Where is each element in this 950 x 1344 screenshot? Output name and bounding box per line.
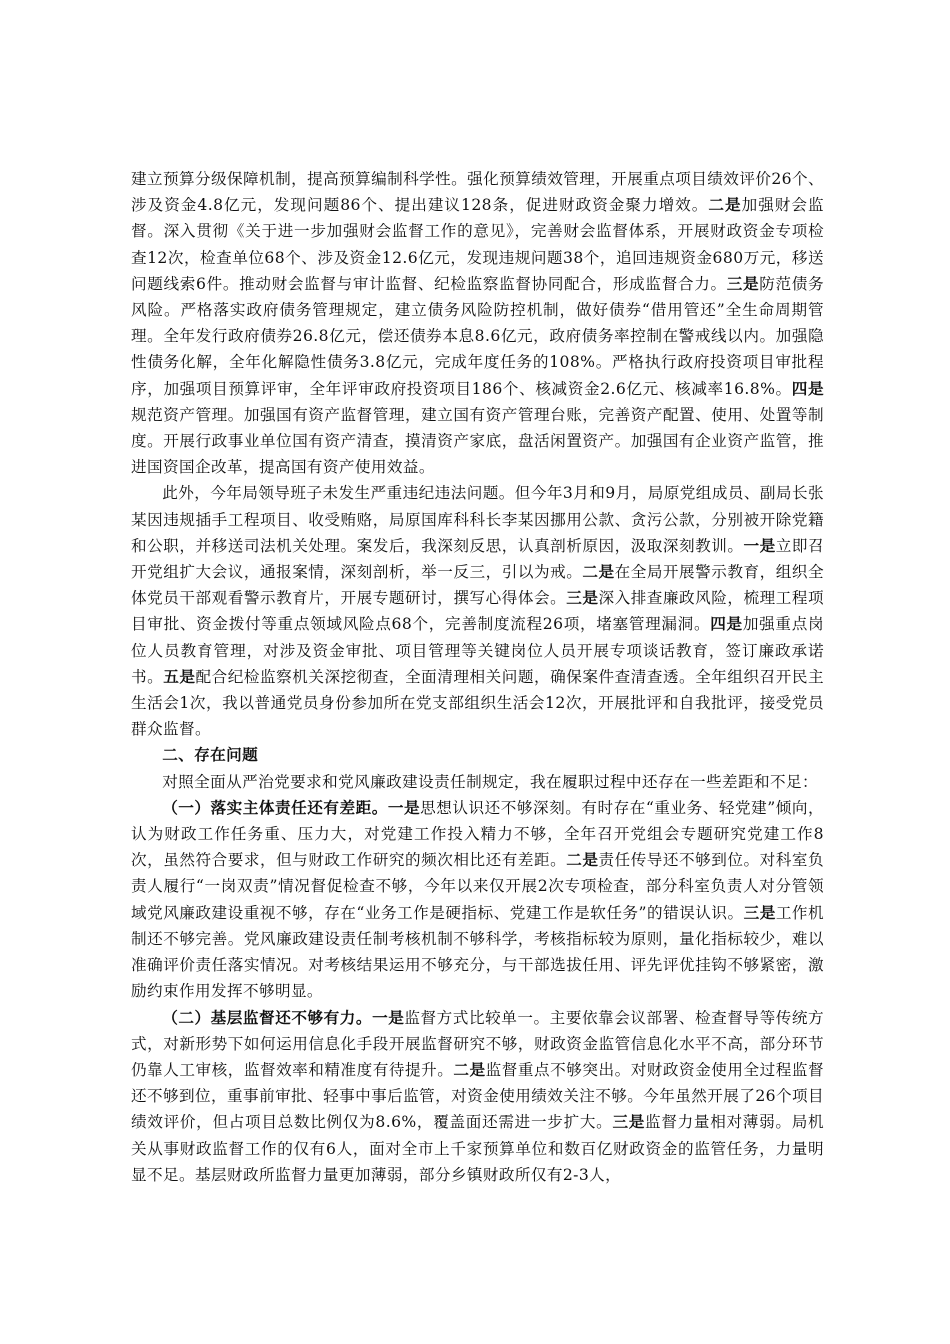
bold-run: 二是 [582, 562, 615, 582]
text-run: 深入排查廉政风险，梳理工程项目审批、资金拨付等重点领域风险点68个，完善制度流程26项，堵塞管理漏洞。 [131, 589, 824, 634]
text-run: 工作机制还不够完善。党风廉政建设责任制考核机制不够科学，考核指标较为原则，量化指标较少，难以准确评价责任落实情况。对考核结果运用不够充分，与干部选拔任用、评先评优挂钩不够紧密，激励约束作用发挥不够明显。 [131, 903, 825, 1001]
text-run: 配合纪检监察机关深挖彻查，全面清理相关问题，确保案件查清查透。全年组织召开民主生活会1次，我以普通党员身份参加所在党支部组织生活会12次，开展批评和自我批评，接受党员群众监督。 [131, 667, 824, 739]
text-run: 加强财会监督。深入贯彻《关于进一步加强财会监督工作的意见》，完善财会监督体系，开展财政资金专项检查12次，检查单位68个、涉及资金12.6亿元，发现违规问题38个，追回违规资金680万元，移送问题线索6件。推动财会监督与审计监督、纪检监察监督协同配合，形成监督合力。 [131, 196, 824, 293]
bold-run: 四是 [791, 378, 824, 398]
bold-run: 一是 [372, 1007, 405, 1027]
bold-run: 一是 [743, 535, 776, 555]
text-run: 监督力量相对薄弱。局机关从事财政监督工作的仅有6人，面对全市上千家预算单位和数百亿财政资金的监管任务，力量明显不足。基层财政所监督力量更加薄弱，部分乡镇财政所仅有2-3人， [131, 1113, 824, 1184]
bold-run: 一是 [387, 797, 421, 817]
text-run: 此外，今年局领导班子未发生严重违纪违法问题。但今年3月和9月，局原党组成员、副局长张某因违规插手工程项目、收受贿赂，局原国库科科长李某因挪用公款、贪污公款，分别被开除党籍和公职，并移送司法机关处理。案发后，我深刻反思，认真剖析原因，汲取深刻教训。 [131, 484, 824, 555]
text-run: 思想认识还不够深刻。有时存在“重业务、轻党建”倾向，认为财政工作任务重、压力大，对党建工作投入精力不够，全年召开党组会专题研究党建工作8次，虽然符合要求，但与财政工作研究的频次相比还有差距。 [131, 798, 824, 870]
text-run: 在全局开展警示教育，组织全体党员干部观看警示教育片，开展专题研讨，撰写心得体会。 [131, 563, 824, 608]
paragraph-discipline-cases [131, 480, 824, 742]
paragraph-main-responsibility-gap [131, 795, 824, 1005]
text-run: 责任传导还不够到位。对科室负责人履行“一岗双责”情况督促检查不够，今年以来仅开展2次专项检查，部分科室负责人对分管领域党风廉政建设重视不够，存在“业务工作是硬指标、党建工作是软任务”的错误认识。 [131, 851, 824, 922]
bold-run: 五是 [163, 666, 196, 686]
document-page [131, 166, 824, 1188]
text-run: 监督重点不够突出。对财政资金使用全过程监督还不够到位，重事前审批、轻事中事后监管，对资金使用绩效关注不够。今年虽然开展了26个项目绩效评价，但占项目总数比例仅为8.6%，覆盖面还需进一步扩大。 [131, 1060, 824, 1132]
bold-run: 二是 [708, 195, 742, 215]
bold-run: 二是 [453, 1059, 486, 1079]
text-run: 对照全面从严治党要求和党风廉政建设责任制规定，我在履职过程中还存在一些差距和不足： [162, 772, 818, 791]
bold-run: （一）落实主体责任还有差距。 [162, 797, 388, 817]
bold-run: 三是 [743, 902, 776, 922]
text-run: 建立预算分级保障机制，提高预算编制科学性。强化预算绩效管理，开展重点项目绩效评价26个、涉及资金4.8亿元，发现问题86个、提出建议128条，促进财政资金聚力增效。 [131, 170, 824, 215]
paragraph-supervision-weakness [131, 1005, 824, 1188]
bold-run: 四是 [710, 614, 743, 634]
bold-run: 二是 [566, 850, 599, 870]
bold-run: 三是 [612, 1112, 646, 1132]
text-run: 监督方式比较单一。主要依靠会议部署、检查督导等传统方式，对新形势下如何运用信息化手段开展监督研究不够，财政资金监管信息化水平不高，部分环节仍靠人工审核，监督效率和精准度有待提升。 [131, 1008, 824, 1079]
bold-run: 三是 [726, 273, 760, 293]
paragraph-budget-and-debt [131, 166, 824, 480]
bold-run: （二）基层监督还不够有力。 [162, 1007, 373, 1027]
text-run: 立即召开党组扩大会议，通报案情，深刻剖析，举一反三，引以为戒。 [131, 536, 824, 582]
paragraph-problems-intro [131, 769, 824, 795]
text-run: 规范资产管理。加强国有资产监督管理，建立国有资产管理台账，完善资产配置、使用、处置等制度。开展行政事业单位国有资产清查，摸清资产家底，盘活闲置资产。加强国有企业资产监管，推进国资国企改革，提高国有资产使用效益。 [131, 405, 824, 477]
text-run: 防范债务风险。严格落实政府债务管理规定，建立债务风险防控机制，做好债券“借用管还”全生命周期管理。全年发行政府债券26.8亿元，偿还债券本息8.6亿元，政府债务率控制在警戒线以内。加强隐性债务化解，全年化解隐性债务3.8亿元，完成年度任务的108%。严格执行政府投资项目审批程序，加强项目预算评审，全年评审政府投资项目186个、核减资金2.6亿元、核减率16.8%。 [131, 274, 824, 398]
section-heading-problems: 二、存在问题 [162, 745, 259, 765]
bold-run: 三是 [566, 588, 599, 608]
text-run: 加强重点岗位人员教育管理，对涉及资金审批、项目管理等关键岗位人员开展专项谈话教育，签订廉政承诺书。 [131, 615, 824, 686]
